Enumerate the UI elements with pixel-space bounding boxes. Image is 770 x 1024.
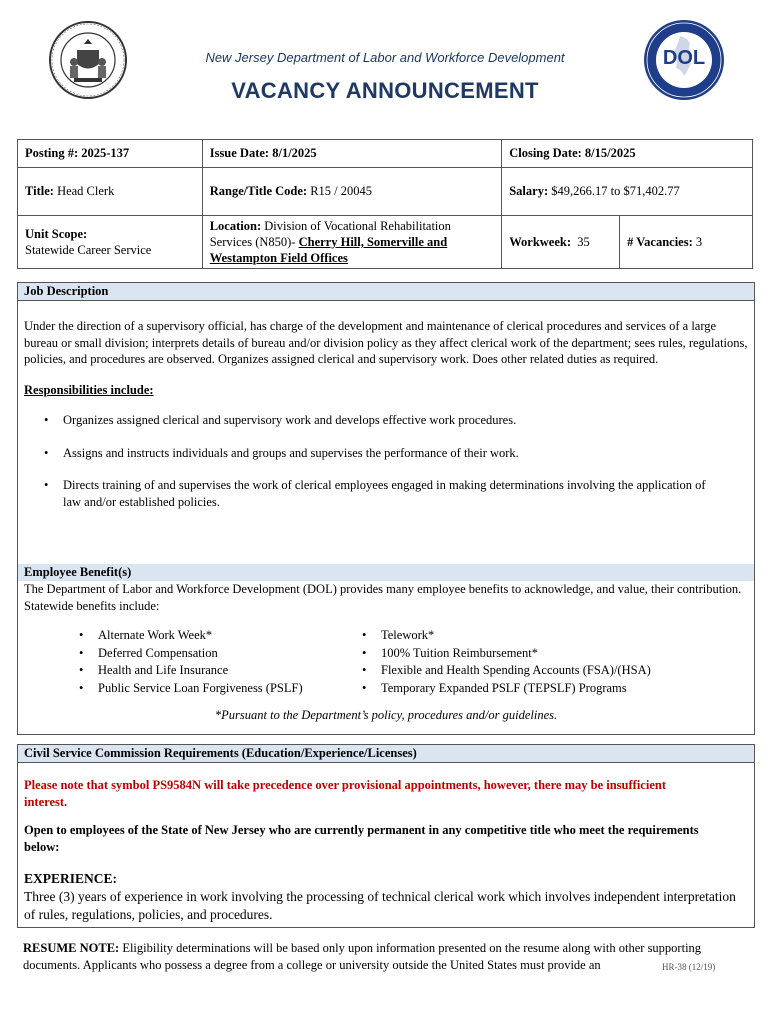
range-label: Range/Title Code: — [209, 184, 308, 198]
list-item: • Deferred Compensation — [74, 645, 357, 663]
unit-scope-cell — [18, 216, 203, 269]
scope-label: Unit Scope: — [25, 227, 88, 241]
resume-note — [23, 940, 738, 974]
title-value: Head Clerk — [57, 184, 115, 198]
responsibilities-list — [18, 412, 754, 510]
list-item: • Directs training of and supervises the work of clerical employees engaged in making determinations involving the application of law and/or established policies. — [18, 477, 714, 510]
resume-note-label: RESUME NOTE: — [23, 941, 120, 955]
vacancies-cell — [620, 216, 753, 269]
job-description-text: Under the direction of a supervisory official, has charge of the development and maintenance of clerical procedures and services of a large bureau or small division; interprets details of bureau and/or division policy as they affect clerical work of the department; sees rules, regulations, policies, and procedures are observed. Organizes assigned clerical and supervisory work. Does other related duties as required. — [24, 319, 748, 366]
list-item: • Public Service Loan Forgiveness (PSLF) — [74, 680, 357, 698]
list-item: • Assigns and instructs individuals and groups and supervises the performance of their work. — [18, 445, 714, 462]
posting-number-cell — [18, 140, 203, 168]
job-description-heading: Job Description — [18, 283, 754, 301]
experience-text: Three (3) years of experience in work involving the processing of technical clerical work which involves independent interpretation of rules, regulations, policies, and procedures. — [24, 888, 736, 922]
list-item: • Temporary Expanded PSLF (TEPSLF) Programs — [357, 680, 651, 698]
range-cell — [202, 168, 502, 216]
posting-info-table — [17, 139, 753, 269]
page-title: VACANCY ANNOUNCEMENT — [231, 78, 539, 103]
location-offices: Cherry Hill, Somerville and Westampton Field Offices — [209, 235, 448, 265]
workweek-label: Workweek: — [509, 234, 572, 249]
workweek-value: 35 — [577, 234, 590, 249]
closing-value: 8/15/2025 — [584, 146, 636, 160]
closing-label: Closing Date: — [509, 146, 582, 160]
location-cell — [202, 216, 502, 269]
list-item: • Flexible and Health Spending Accounts (FSA)/(HSA) — [357, 662, 651, 680]
closing-date-cell — [502, 140, 753, 168]
title-cell — [18, 168, 203, 216]
salary-label: Salary: — [509, 184, 549, 198]
posting-label: Posting #: — [25, 146, 79, 160]
form-code: HR-38 (12/19) — [662, 962, 716, 972]
vacancies-label: # Vacancies: — [627, 234, 693, 249]
posting-value: 2025-137 — [81, 146, 130, 160]
list-item: • Health and Life Insurance — [74, 662, 357, 680]
benefits-intro: The Department of Labor and Workforce Development (DOL) provides many employee benefits to acknowledge, and value, their contribution. Statewide benefits include: — [24, 582, 742, 613]
list-item: • Alternate Work Week* — [74, 627, 357, 645]
issue-label: Issue Date: — [209, 146, 270, 160]
location-value: Division of Vocational Rehabilitation Services (N850)- — [209, 219, 451, 249]
benefits-note: *Pursuant to the Department’s policy, procedures and/or guidelines. — [214, 708, 558, 722]
salary-cell — [502, 168, 753, 216]
dol-logo-text: DOL — [662, 47, 706, 69]
benefits-lists — [18, 627, 754, 697]
list-item: • 100% Tuition Reimbursement* — [357, 645, 651, 663]
resume-note-text: Eligibility determinations will be based only upon information presented on the resume along with other supporting documents. Applicants who possess a degree from a college or university outside the United States must provide an — [23, 941, 702, 972]
agency-name: New Jersey Department of Labor and Workforce Development — [205, 50, 565, 65]
range-value: R15 / 20045 — [310, 184, 372, 198]
location-label: Location: — [209, 219, 262, 233]
workweek-cell — [502, 216, 620, 269]
csc-heading: Civil Service Commission Requirements (Education/Experience/Licenses) — [18, 745, 754, 763]
title-label: Title: — [25, 184, 54, 198]
csc-open-to: Open to employees of the State of New Jersey who are currently permanent in any competitive title who meet the requirements below: — [24, 823, 699, 854]
benefits-left-list — [74, 627, 357, 697]
benefits-right-list — [357, 627, 651, 697]
salary-value: $49,266.17 to $71,402.77 — [551, 184, 680, 198]
scope-value: Statewide Career Service — [25, 243, 152, 257]
csc-notice: Please note that symbol PS9584N will take precedence over provisional appointments, however, there may be insufficient interest. — [24, 778, 666, 809]
benefits-section — [17, 564, 755, 735]
csc-requirements-section — [17, 744, 755, 928]
list-item: • Organizes assigned clerical and supervisory work and develops effective work procedures. — [18, 412, 714, 429]
vacancies-value: 3 — [695, 234, 703, 249]
job-description-section — [17, 282, 755, 566]
list-item: • Telework* — [357, 627, 651, 645]
responsibilities-heading: Responsibilities include: — [24, 382, 154, 397]
experience-label: EXPERIENCE: — [24, 871, 118, 886]
issue-value: 8/1/2025 — [272, 146, 317, 160]
issue-date-cell — [202, 140, 502, 168]
benefits-heading: Employee Benefit(s) — [18, 564, 754, 581]
